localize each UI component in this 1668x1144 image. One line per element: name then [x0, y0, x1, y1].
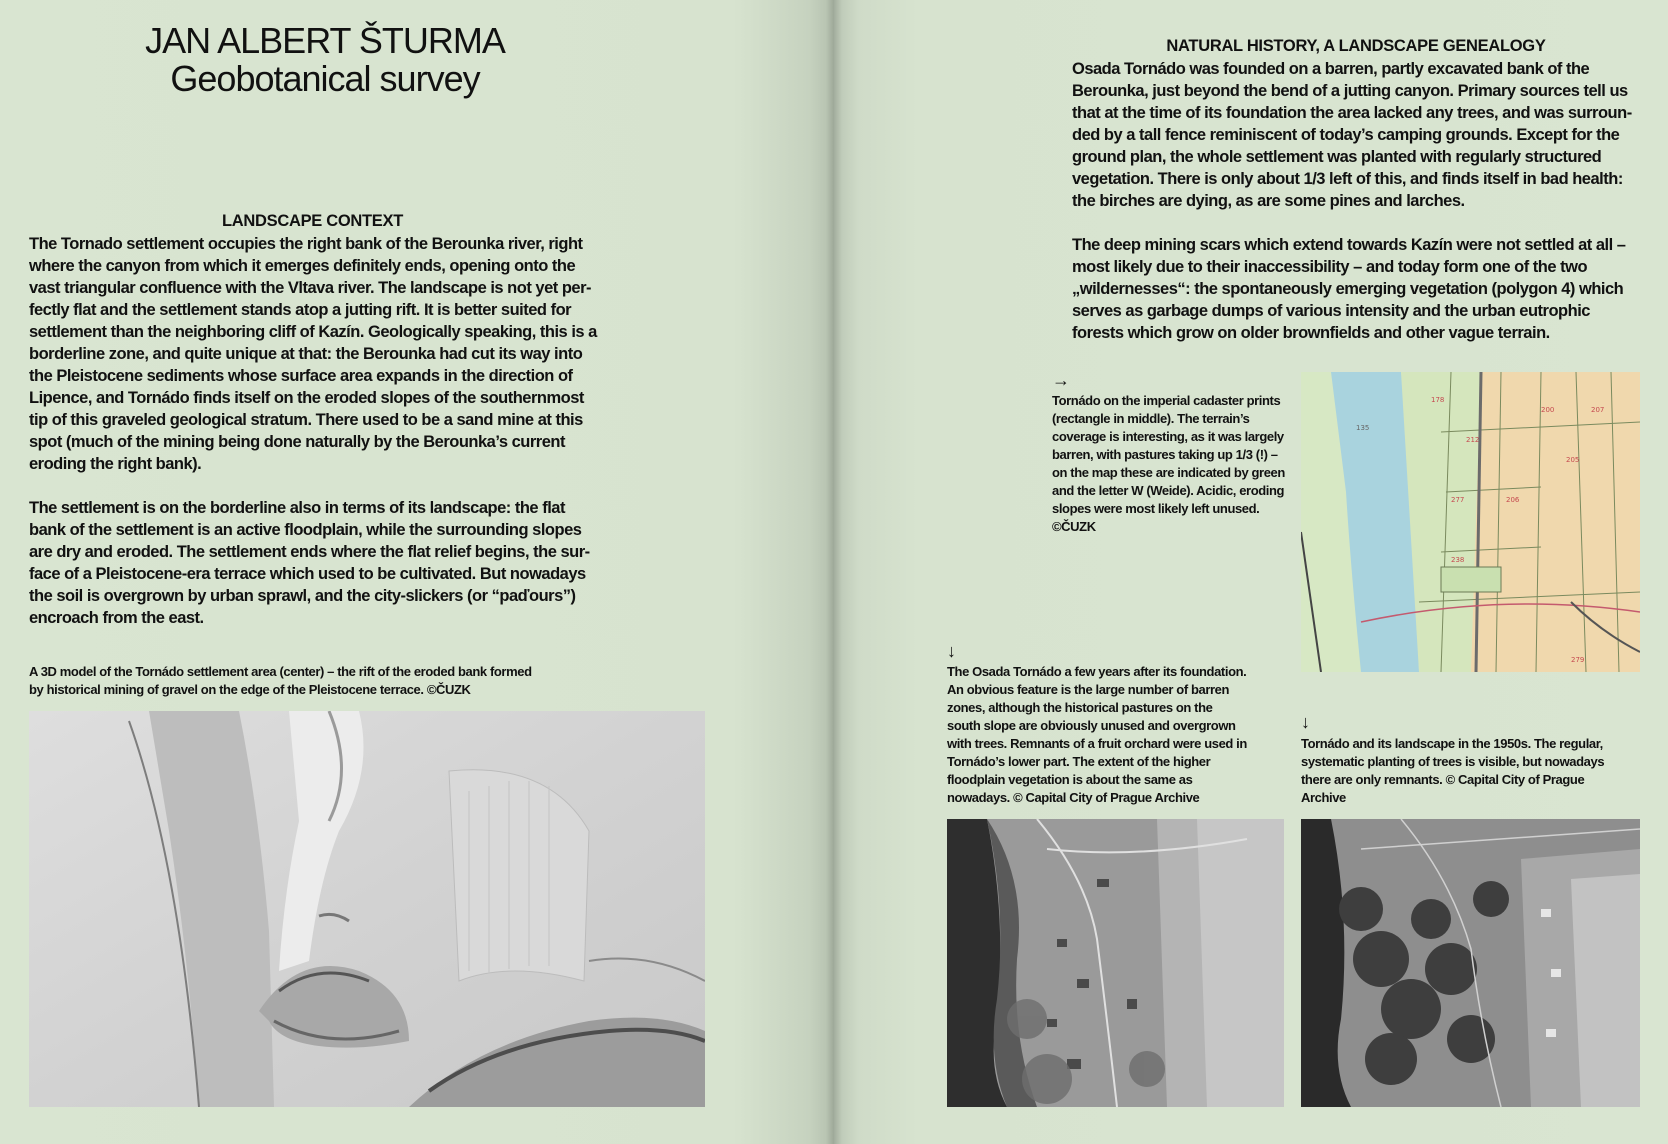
arrow-down-icon: ↓ [947, 641, 956, 661]
svg-text:238: 238 [1451, 556, 1465, 564]
svg-text:135: 135 [1356, 424, 1370, 432]
svg-text:277: 277 [1451, 496, 1465, 504]
survey-title: Geobotanical survey [170, 58, 480, 99]
arrow-right-icon: → [1052, 370, 1070, 390]
page-title [60, 22, 590, 98]
3d-model-caption: A 3D model of the Tornádo settlement area (center) – the rift of the eroded bank formed by historical mining of gravel on the edge of the Pleistocene terrace. ©ČUZK [29, 664, 532, 697]
author-name: JAN ALBERT ŠTURMA [145, 20, 505, 61]
history-paragraph-1: Osada Tornádo was founded on a barren, partly excavated bank of the Berounka, just beyond the bend of a jutting canyon. Primary sources tell us that at the time of its foundation the area lacked any trees, and was surroun-ded by a tall fence reminiscent of today’s camping grounds. Except for the ground plan, the whole settlement was planted with regularly structured vegetation. There is only about 1/3 left of this, and finds itself in bad health: the birches are dying, as are some pines and larches. [1072, 60, 1632, 210]
svg-text:205: 205 [1566, 456, 1580, 464]
svg-text:178: 178 [1431, 396, 1445, 404]
arrow-down-icon-2: ↓ [1301, 712, 1310, 732]
svg-text:207: 207 [1591, 406, 1605, 414]
landscape-paragraph-2: The settlement is on the borderline also in terms of its landscape: the flat bank of the settlement is an active floodplain, while the surrounding slopes are dry and eroded. The settlement ends where the flat relief begins, the sur-face of a Pleistocene-era terrace which used to be cultivated. But nowadays the soil is overgrown by urban sprawl, and the city-slickers (or “paďours”) encroach from the east. [29, 499, 590, 627]
cadaster-map-image [1301, 372, 1640, 672]
page-gutter [826, 0, 842, 1144]
svg-text:206: 206 [1506, 496, 1520, 504]
aerial-photo-early [947, 819, 1284, 1107]
3d-terrain-model-image [29, 711, 705, 1107]
svg-text:212: 212 [1466, 436, 1480, 444]
aerial-1930s-caption: The Osada Tornádo a few years after its foundation. An obvious feature is the large number of barren zones, although the historical pastures on the south slope are obviously unused and overgrown with trees. Remnants of a fruit orchard were used in Tornádo’s lower part. The extent of the higher floodplain vegetation is about the same as nowadays. © Capital City of Prague Archive [947, 664, 1247, 805]
cadaster-caption: Tornádo on the imperial cadaster prints (rectangle in middle). The terrain’s coverage is interesting, as it was largely barren, with pastures taking up 1/3 (!) – on the map these are indicated by green and the letter W (Weide). Acidic, eroding slopes were most likely left unused. ©ČUZK [1052, 393, 1285, 534]
natural-history-heading: NATURAL HISTORY, A LANDSCAPE GENEALOGY [1166, 37, 1546, 55]
natural-history-text [1072, 58, 1644, 344]
history-paragraph-2: The deep mining scars which extend towards Kazín were not settled at all – most likely due to their inaccessibility – and today form one of the two „wildernesses“: the spontaneously emerging vegetation (polygon 4) which serves as garbage dumps of various intensity and the urban eutrophic forests which grow on older brownfields and other vague terrain. [1072, 236, 1626, 342]
aerial-1950s-caption: Tornádo and its landscape in the 1950s. The regular, systematic planting of trees is visible, but nowadays there are only remnants. © Capital City of Prague Archive [1301, 736, 1605, 805]
svg-text:279: 279 [1571, 656, 1585, 664]
landscape-context-text [29, 233, 601, 629]
landscape-context-heading: LANDSCAPE CONTEXT [222, 212, 403, 230]
landscape-paragraph-1: The Tornado settlement occupies the right bank of the Berounka river, right where the canyon from which it emerges definitely ends, opening onto the vast triangular confluence with the Vltava river. The landscape is not yet per-fectly flat and the settlement stands atop a jutting rift. It is better suited for settlement than the neighboring cliff of Kazín. Geologically speaking, this is a borderline zone, and quite unique at that: the Berounka had cut its way into the Pleistocene sediments whose surface area expands in the direction of Lipence, and Tornádo finds itself on the eroded slopes of the southernmost tip of this graveled geological stratum. There used to be a sand mine at this spot (much of the mining being done naturally by the Berounka’s current eroding the right bank). [29, 235, 597, 473]
svg-text:200: 200 [1541, 406, 1555, 414]
aerial-photo-1950s [1301, 819, 1640, 1107]
